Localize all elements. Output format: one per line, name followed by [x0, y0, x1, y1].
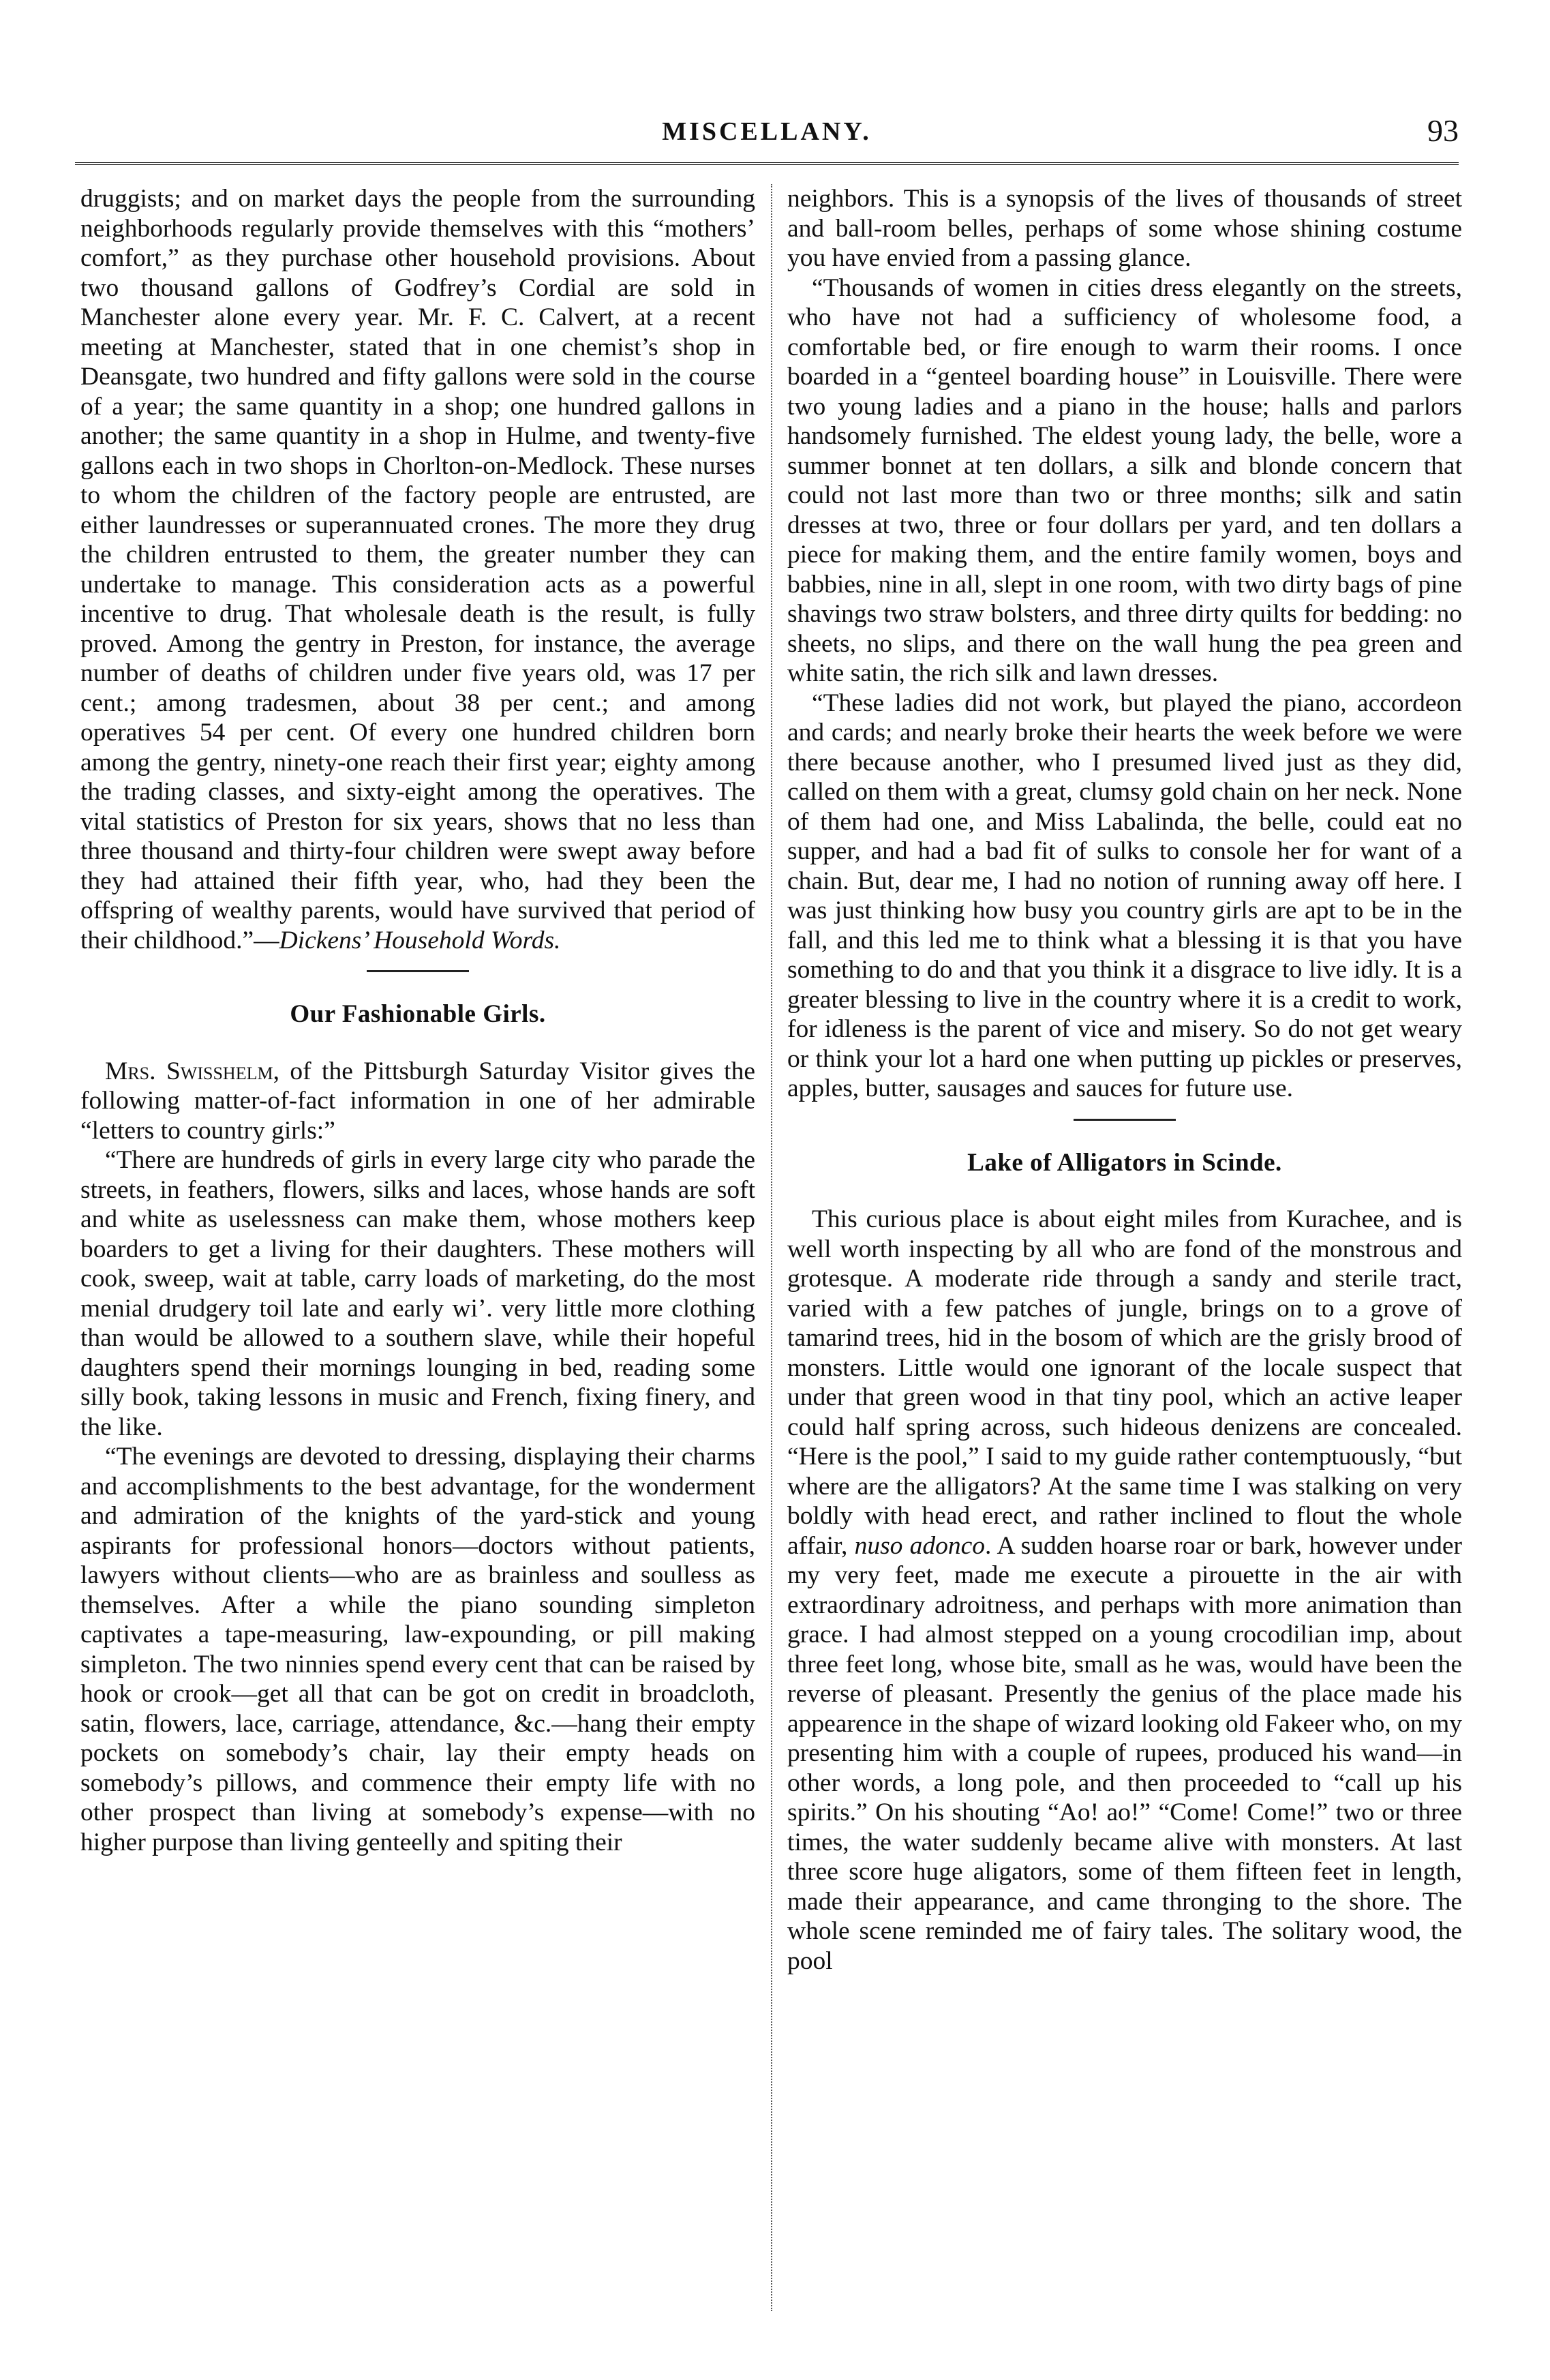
- fashionable-girls-paragraph-2: “There are hundreds of girls in every large city who parade the streets, in feathers, flowers, silks and laces, whose hands are soft and white as uselessness can make them, whose mothers keep boarders to get a living for their daughters. These mothers will cook, sweep, wait at table, carry loads of marketing, do the most menial drudgery toil late and early wi’. very little more clothing than would be allowed to a southern slave, while their hopeful daughters spend their mornings lounging in bed, reading some silly book, taking lessons in music and French, fixing finery, and the like.: [80, 1146, 755, 1441]
- section-rule: [367, 970, 469, 972]
- article-title-lake-of-alligators: Lake of Alligators in Scinde.: [967, 1148, 1282, 1177]
- page-number: 93: [1427, 113, 1459, 148]
- fashionable-girls-lead: Mrs. Swisshelm: [105, 1057, 273, 1085]
- column-divider: [771, 184, 772, 2311]
- household-words-paragraph: [80, 184, 755, 955]
- fashionable-girls-continued: neighbors. This is a synopsis of the lives of thousands of street and ball-room belles, perhaps of some whose shining costume you have envied from a passing glance.: [787, 185, 1462, 272]
- section-rule: [1074, 1119, 1176, 1121]
- article-title-fashionable-girls: Our Fashionable Girls.: [290, 1000, 546, 1028]
- lake-italic-phrase: nuso adonco: [854, 1531, 985, 1560]
- header-rule: [75, 162, 1459, 165]
- fashionable-girls-closing: “These ladies did not work, but played the piano, accordeon and cards; and nearly broke their hearts the week before we were there because another, who I presumed lived just as they did, called on them with a great, clumsy gold chain on her neck. None of them had one, and Miss Labalinda, the belle, could eat no supper, and had a bad fit of sulks to console her for want of a chain. But, dear me, I had no notion of running away off here. I was just thinking how busy you country girls are apt to be in the fall, and this led me to think what a blessing it is that you have something to do and that you think it a disgrace to live idly. It is a greater blessing to live in the country where it is a credit to work, for idleness is the parent of vice and misery. So do not get weary or think your lot a hard one when putting up pickles or preserves, apples, butter, sausages and sauces for future use.: [787, 689, 1462, 1102]
- running-title: MISCELLANY.: [662, 117, 872, 146]
- running-head: [75, 112, 1459, 153]
- lake-text-b: . A sudden hoarse roar or bark, however under my very feet, made me execute a pirouette in the air with extraordinary adroitness, and perhaps with more animation than grace. I had almost stepped on a young crocodilian imp, about three feet long, whose bite, small as he was, would have been the reverse of pleasant. Presently the genius of the place made his appearence in the shape of wizard looking old Fakeer who, on my presenting him with a couple of rupees, produced his wand—in other words, a long pole, and then proceeded to “call up his spirits.” On his shouting “Ao! ao!” “Come! Come!” two or three times, the water suddenly became alive with monsters. At last three score huge aligators, some of them fifteen feet in length, made their appearance, and came thronging to the shore. The whole scene reminded me of fairy tales. The solitary wood, the pool: [787, 1531, 1463, 1975]
- fashionable-girls-louisville: “Thousands of women in cities dress elegantly on the streets, who have not had a sufficiency of wholesome food, a comfortable bed, or fire enough to warm their rooms. I once boarded in a “genteel boarding house” in Louisville. There were two young ladies and a piano in the house; halls and parlors handsomely furnished. The eldest young lady, the belle, wore a summer bonnet at ten dollars, a silk and blonde concern that could not last more than two or three months; silk and satin dresses at two, three or four dollars per yard, and ten dollars a piece for making them, and the entire family women, boys and babbies, nine in all, slept in one room, with two dirty bags of pine shavings two straw bolsters, and three dirty quilts for bedding: no sheets, no slips, and there on the wall hung the pea green and white satin, the rich silk and lawn dresses.: [787, 273, 1462, 687]
- fashionable-girls-intro: [80, 1057, 755, 1146]
- household-words-attribution: Dickens’ Household Words.: [279, 926, 561, 954]
- fashionable-girls-paragraph-3: “The evenings are devoted to dressing, displaying their charms and accomplishments to the best advantage, for the wonderment and admiration of the knights of the yard-stick and young aspirants for professional honors—doctors without patients, lawyers without clients—who are as brainless and soulless as themselves. After a while the piano sounding simpleton captivates a tape-measuring, law-expounding, or pill making simpleton. The two ninnies spend every cent that can be raised by hook or crook—get all that can be got on credit in broadcloth, satin, flowers, lace, carriage, attendance, &c.—hang their empty pockets on somebody’s chair, lay their empty heads on somebody’s pillows, and commence their empty life with no other prospect than living at somebody’s expense—with no higher purpose than living genteelly and spiting their: [80, 1443, 755, 1856]
- right-column: [787, 184, 1462, 1976]
- household-words-text: druggists; and on market days the people from the surrounding neighborhoods regularly provide themselves with this “mothers’ comfort,” as they purchase other household provisions. About two thousand gallons of Godfrey’s Cordial are sold in Manchester alone every year. Mr. F. C. Calvert, at a recent meeting at Manchester, stated that in one chemist’s shop in Deansgate, two hundred and fifty gallons were sold in the course of a year; the same quantity in a shop; one hundred gallons in another; the same quantity in a shop in Hulme, and twenty-five gallons each in two shops in Chorlton-on-Medlock. These nurses to whom the children of the factory people are entrusted, are either laundresses or superannuated crones. The more they drug the children entrusted to them, the greater number they can undertake to manage. This consideration acts as a powerful incentive to drug. That wholesale death is the result, is fully proved. Among the gentry in Preston, for instance, the average number of deaths of children under five years old, was 17 per cent.; among tradesmen, about 38 per cent.; and among operatives 54 per cent. Of every one hundred children born among the gentry, ninety-one reach their first year; eighty among the trading classes, and sixty-eight among the operatives. The vital statistics of Preston for six years, shows that no less than three thousand and thirty-four children were swept away before they had attained their fifth year, who, had they been the offspring of wealthy parents, would have survived that period of their childhood.”—: [80, 185, 755, 954]
- lake-text-a: This curious place is about eight miles from Kurachee, and is well worth inspecting by all who are fond of the monstrous and grotesque. A moderate ride through a sandy and sterile tract, varied with a few patches of jungle, brings on to a grove of tamarind trees, hid in the bosom of which are the grisly brood of monsters. Little would one ignorant of the locale suspect that under that green wood in that tiny pool, which an active leaper could half spring across, such hideous denizens are concealed. “Here is the pool,” I said to my guide rather contemptuously, “but where are the alligators? At the same time I was stalking on very boldly with head erect, and rather inclined to flout the whole affair,: [787, 1205, 1462, 1560]
- fashionable-girls-intro-text: , of the Pittsburgh Saturday Visitor gives the following matter-of-fact information in one of her admirable “letters to country girls:”: [80, 1057, 755, 1145]
- left-column: [80, 184, 755, 1857]
- lake-of-alligators-paragraph: [787, 1205, 1462, 1976]
